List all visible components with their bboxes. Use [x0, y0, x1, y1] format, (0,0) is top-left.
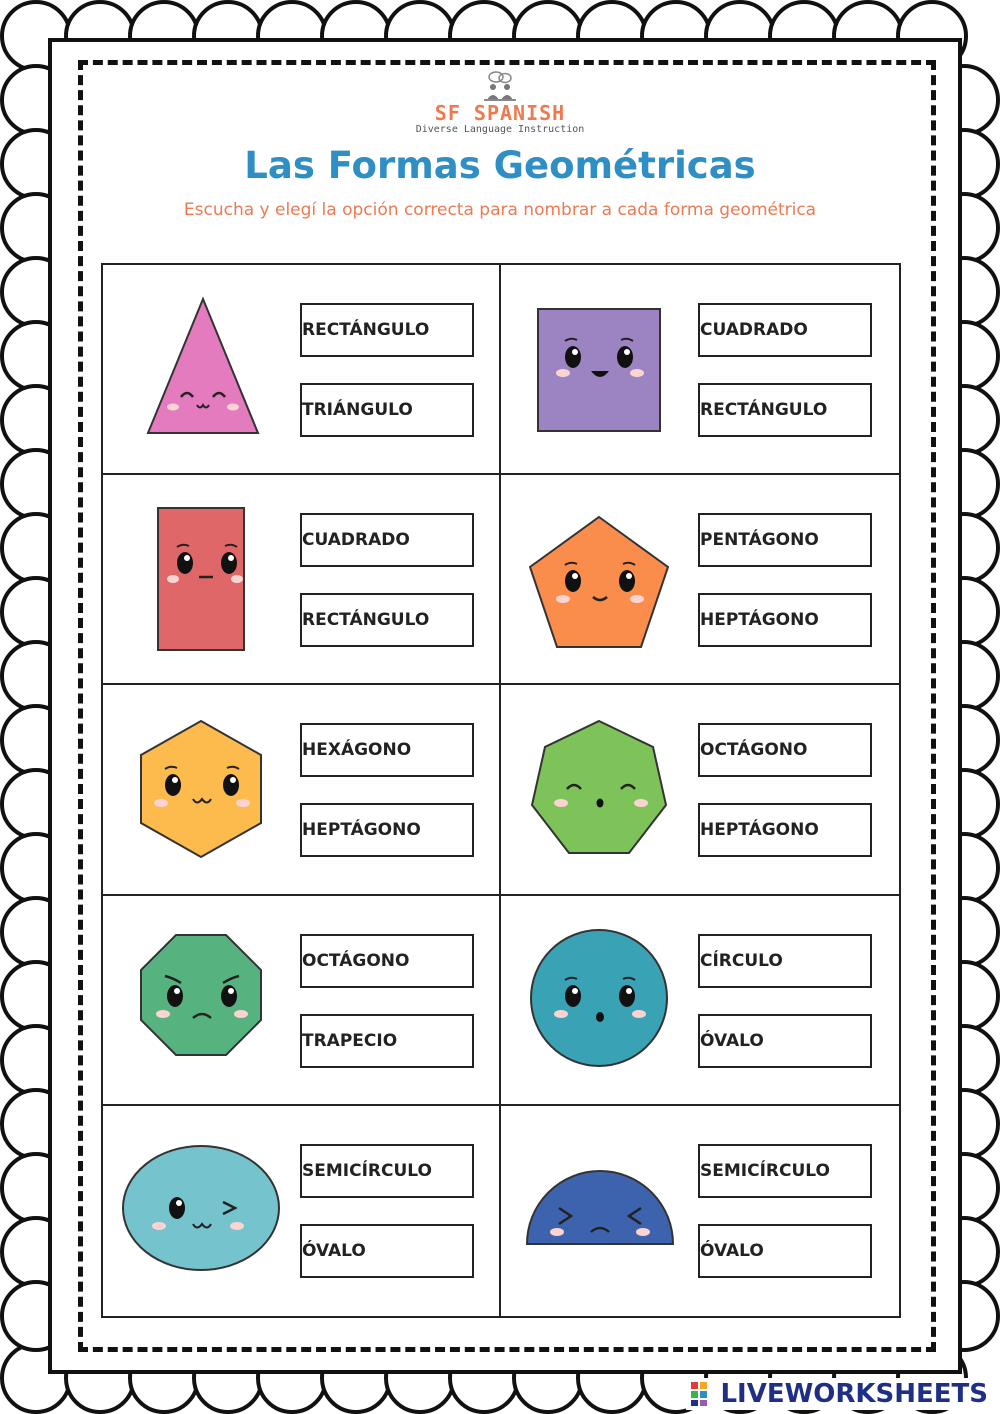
page-title: Las Formas Geométricas	[244, 144, 756, 187]
option-button[interactable]: TRAPECIO	[300, 1014, 474, 1068]
item-cell-octagon	[103, 896, 501, 1106]
option-button[interactable]: ÓVALO	[698, 1224, 872, 1278]
brand-name: SF SPANISH	[434, 101, 566, 125]
option-button[interactable]: RECTÁNGULO	[300, 593, 474, 647]
option-button[interactable]: RECTÁNGULO	[300, 303, 474, 357]
pentagon-icon	[511, 489, 691, 669]
option-button[interactable]: RECTÁNGULO	[698, 383, 872, 437]
option-button[interactable]: CUADRADO	[300, 513, 474, 567]
heptagon-icon	[511, 699, 691, 879]
liveworksheets-logo-icon	[690, 1381, 716, 1407]
brand-tagline: Diverse Language Instruction	[415, 124, 585, 135]
option-button[interactable]: PENTÁGONO	[698, 513, 872, 567]
item-cell-rectangle	[103, 475, 501, 685]
option-button[interactable]: HEPTÁGONO	[698, 593, 872, 647]
semicircle-icon	[511, 1120, 691, 1300]
item-cell-oval	[103, 1106, 501, 1316]
option-button[interactable]: SEMICÍRCULO	[300, 1144, 474, 1198]
option-button[interactable]: HEPTÁGONO	[698, 803, 872, 857]
watermark-text: LIVEWORKSHEETS	[720, 1379, 988, 1409]
item-cell-heptagon	[501, 685, 899, 895]
option-button[interactable]: ÓVALO	[300, 1224, 474, 1278]
item-cell-semicircle	[501, 1106, 899, 1316]
octagon-icon	[113, 910, 293, 1090]
item-cell-square	[501, 265, 899, 475]
item-cell-pentagon	[501, 475, 899, 685]
triangle-icon	[113, 279, 293, 459]
option-button[interactable]: CÍRCULO	[698, 934, 872, 988]
option-button[interactable]: HEPTÁGONO	[300, 803, 474, 857]
option-button[interactable]: TRIÁNGULO	[300, 383, 474, 437]
sf-spanish-logo	[380, 70, 620, 144]
option-button[interactable]: CUADRADO	[698, 303, 872, 357]
option-button[interactable]: SEMICÍRCULO	[698, 1144, 872, 1198]
square-icon	[511, 279, 691, 459]
circle-icon	[511, 910, 691, 1090]
hexagon-icon	[113, 699, 293, 879]
rectangle-icon	[113, 489, 293, 669]
item-cell-circle	[501, 896, 899, 1106]
liveworksheets-watermark	[686, 1378, 992, 1410]
option-button[interactable]: HEXÁGONO	[300, 723, 474, 777]
oval-icon	[113, 1120, 293, 1300]
option-button[interactable]: ÓVALO	[698, 1014, 872, 1068]
option-button[interactable]: OCTÁGONO	[300, 934, 474, 988]
item-cell-hexagon	[103, 685, 501, 895]
instructions: Escucha y elegí la opción correcta para nombrar a cada forma geométrica	[183, 200, 817, 220]
speech-people-icon	[478, 70, 522, 102]
item-cell-triangle	[103, 265, 501, 475]
option-button[interactable]: OCTÁGONO	[698, 723, 872, 777]
shapes-grid	[101, 263, 901, 1318]
